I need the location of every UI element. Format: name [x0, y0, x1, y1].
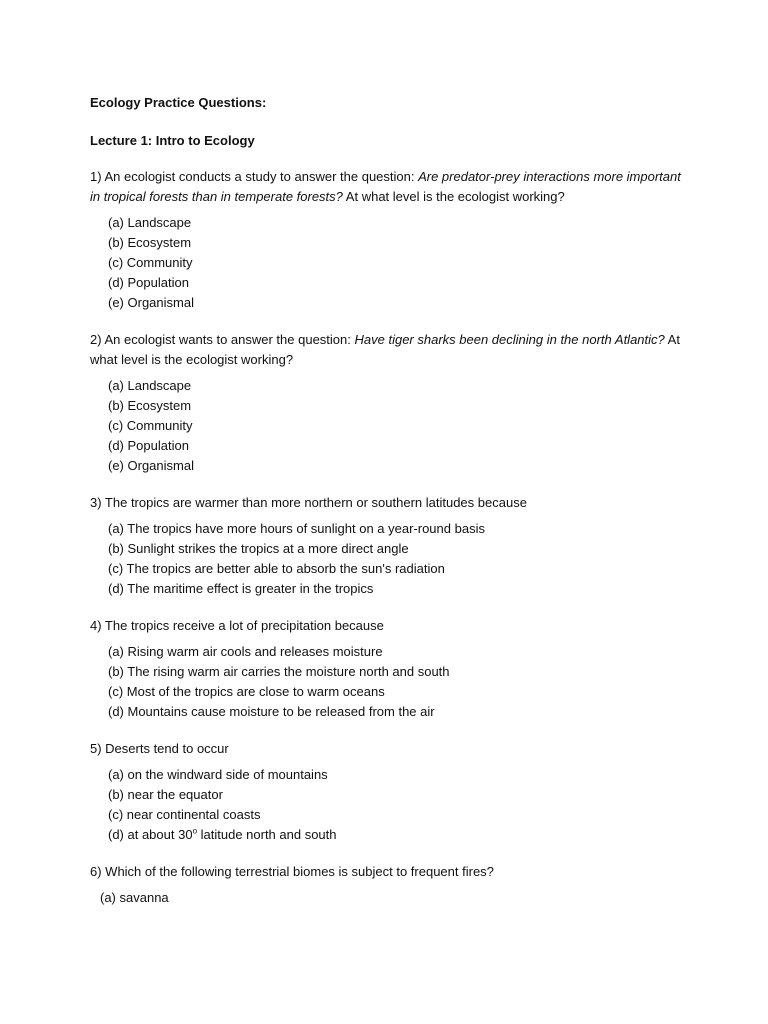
question-3-stem: 3) The tropics are warmer than more northern or southern latitudes because [90, 495, 527, 510]
question-2-options [90, 376, 690, 476]
question-5-options [90, 765, 690, 845]
question-1-stem-prefix: 1) An ecologist conducts a study to answer the question: [90, 169, 419, 184]
option: (b) Ecosystem [108, 235, 192, 250]
option: (a) Rising warm air cools and releases moisture [108, 644, 383, 659]
question-4 [90, 616, 690, 722]
option-text-suffix: latitude north and south [197, 827, 337, 842]
option: (b) Sunlight strikes the tropics at a more direct angle [108, 541, 409, 556]
option: (a) Landscape [108, 215, 192, 230]
question-2-stem-suffix: At what level is the ecologist working? [90, 332, 680, 367]
question-1-options [90, 213, 690, 313]
question-6 [90, 862, 690, 908]
option: (d) Population [108, 275, 189, 290]
question-5 [90, 739, 690, 845]
lecture-heading: Lecture 1: Intro to Ecology [90, 133, 255, 148]
question-1 [90, 167, 690, 313]
question-3 [90, 493, 690, 599]
document-title: Ecology Practice Questions: [90, 95, 267, 110]
option: (e) Organismal [108, 295, 194, 310]
degree-superscript: o [192, 826, 198, 836]
option: (a) savanna [100, 890, 169, 905]
option: (d) Population [108, 438, 189, 453]
option: (c) The tropics are better able to absorb the sun's radiation [108, 561, 445, 576]
option: (c) near continental coasts [108, 807, 261, 822]
document-content [90, 93, 690, 925]
question-1-stem-italic: Are predator-prey interactions more important in tropical forests than in temperate forests? [90, 169, 681, 204]
option: (d) The maritime effect is greater in the tropics [108, 581, 374, 596]
question-4-stem: 4) The tropics receive a lot of precipitation because [90, 618, 384, 633]
question-2-stem [90, 330, 690, 370]
question-3-options [90, 519, 690, 599]
option: (a) on the windward side of mountains [108, 767, 328, 782]
question-2-stem-italic: Have tiger sharks been declining in the north Atlantic? [354, 332, 665, 347]
question-6-options [90, 888, 690, 908]
question-4-options [90, 642, 690, 722]
option: (b) near the equator [108, 787, 223, 802]
option: (c) Most of the tropics are close to warm oceans [108, 684, 385, 699]
option: (c) Community [108, 418, 193, 433]
option: (a) Landscape [108, 378, 192, 393]
option [108, 825, 690, 845]
option: (b) The rising warm air carries the moisture north and south [108, 664, 450, 679]
option: (b) Ecosystem [108, 398, 192, 413]
question-6-stem: 6) Which of the following terrestrial biomes is subject to frequent fires? [90, 864, 494, 879]
option: (c) Community [108, 255, 193, 270]
option: (a) The tropics have more hours of sunlight on a year-round basis [108, 521, 485, 536]
question-2 [90, 330, 690, 476]
option: (e) Organismal [108, 458, 194, 473]
question-5-stem: 5) Deserts tend to occur [90, 741, 229, 756]
question-1-stem-suffix: At what level is the ecologist working? [342, 189, 565, 204]
question-1-stem [90, 167, 690, 207]
option: (d) Mountains cause moisture to be released from the air [108, 704, 435, 719]
question-2-stem-prefix: 2) An ecologist wants to answer the question: [90, 332, 355, 347]
option-text: (d) at about 30 [108, 827, 193, 842]
